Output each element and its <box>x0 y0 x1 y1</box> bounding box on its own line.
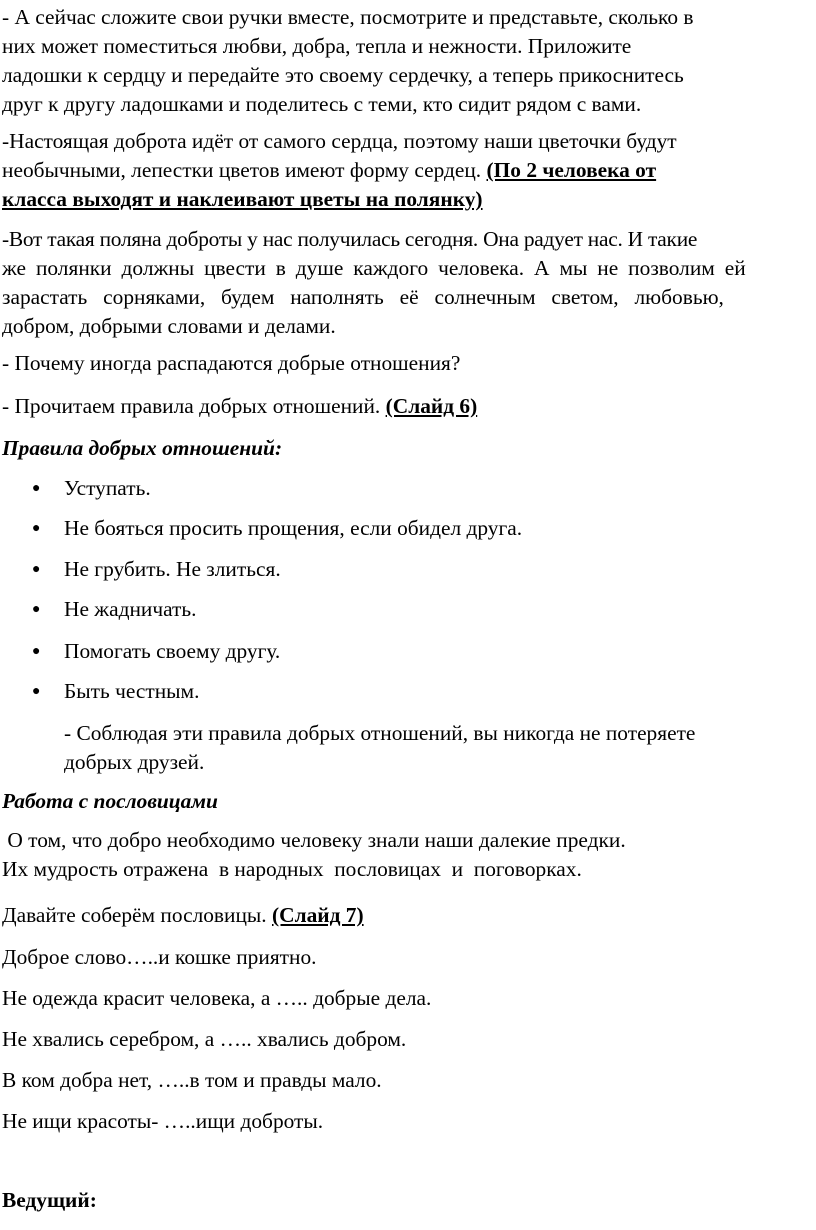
slide-reference: (Слайд 7) <box>272 903 364 927</box>
text-line: зарастать сорняками, будем наполнять её солнечным светом, любовью, <box>2 285 724 309</box>
text-line: -Вот такая поляна доброты у нас получилась сегодня. Она радует нас. И такие <box>2 227 698 251</box>
list-item-text: Быть честным. <box>64 679 200 703</box>
text-fragment: Давайте соберём пословицы. <box>2 903 272 927</box>
list-item <box>0 514 816 543</box>
text-line: О том, что добро необходимо человеку знали наши далекие предки. <box>2 828 626 852</box>
text-line: -Настоящая доброта идёт от самого сердца, поэтому наши цветочки будут <box>2 129 677 153</box>
text-line: друг к другу ладошками и поделитесь с теми, кто сидит рядом с вами. <box>2 92 642 116</box>
text-line: добром, добрыми словами и делами. <box>2 314 336 338</box>
text-line: ладошки к сердцу и передайте это своему сердечку, а теперь прикоснитесь <box>2 63 684 87</box>
paragraph-ancestors <box>2 826 814 884</box>
text-line: - Почему иногда распадаются добрые отношения? <box>2 351 461 375</box>
text-line: - Соблюдая эти правила добрых отношений, вы никогда не потеряете <box>64 721 696 745</box>
rules-heading <box>2 434 814 463</box>
text-line <box>2 156 814 185</box>
paragraph-kindness-flowers <box>2 127 814 214</box>
proverb-line <box>2 943 814 972</box>
list-item <box>0 555 816 584</box>
proverb-text: Не хвались серебром, а ….. хвались добром. <box>2 1027 407 1051</box>
text-line <box>2 901 814 930</box>
host-label <box>2 1186 814 1215</box>
question-line <box>2 349 814 378</box>
text-fragment: - Прочитаем правила добрых отношений. <box>2 394 386 418</box>
collect-proverbs-line <box>2 901 814 930</box>
proverb-line <box>2 1025 814 1054</box>
list-item-text: Не жадничать. <box>64 597 197 621</box>
paragraph-meadow <box>2 225 814 341</box>
text-line: же полянки должны цвести в душе каждого человека. А мы не позволим ей <box>2 256 746 280</box>
read-rules-line <box>2 392 814 421</box>
proverb-line <box>2 1066 814 1095</box>
bullet-icon: ● <box>32 562 41 577</box>
heading-text: Работа с пословицами <box>2 789 218 813</box>
proverb-line <box>2 1107 814 1136</box>
bullet-icon: ● <box>32 521 41 536</box>
stage-direction: (По 2 человека от <box>486 158 657 182</box>
heading-text: Правила добрых отношений: <box>2 436 283 460</box>
text-fragment: необычными, лепестки цветов имеют форму сердец. <box>2 158 487 182</box>
text-line: добрых друзей. <box>64 750 205 774</box>
list-item-text: Помогать своему другу. <box>64 639 281 663</box>
proverb-text: Доброе слово…..и кошке приятно. <box>2 945 317 969</box>
bullet-icon: ● <box>32 602 41 617</box>
bullet-icon: ● <box>32 481 41 496</box>
text-line <box>2 392 814 421</box>
proverb-text: Не одежда красит человека, а ….. добрые дела. <box>2 986 432 1010</box>
proverbs-heading <box>2 787 814 816</box>
bullet-icon: ● <box>32 684 41 699</box>
list-item-text: Не бояться просить прощения, если обидел друга. <box>64 516 523 540</box>
proverb-text: Не ищи красоты- …..ищи доброты. <box>2 1109 324 1133</box>
slide-reference: (Слайд 6) <box>385 394 478 418</box>
stage-direction: класса выходят и наклеивают цветы на полянку) <box>2 187 483 211</box>
heading-text: Ведущий: <box>2 1188 97 1212</box>
list-item <box>0 677 816 706</box>
list-item <box>0 474 816 503</box>
rules-conclusion <box>64 719 804 777</box>
text-line: Их мудрость отражена в народных пословицах и поговорках. <box>2 857 582 881</box>
text-line: них может поместиться любви, добра, тепла и нежности. Приложите <box>2 34 632 58</box>
proverb-text: В ком добра нет, …..в том и правды мало. <box>2 1068 382 1092</box>
list-item-text: Уступать. <box>64 476 151 500</box>
list-item-text: Не грубить. Не злиться. <box>64 557 281 581</box>
bullet-icon: ● <box>32 644 41 659</box>
text-line: - А сейчас сложите свои ручки вместе, посмотрите и представьте, сколько в <box>2 5 694 29</box>
list-item <box>0 595 816 624</box>
proverb-line <box>2 984 814 1013</box>
paragraph-hands <box>2 3 814 119</box>
list-item <box>0 637 816 666</box>
